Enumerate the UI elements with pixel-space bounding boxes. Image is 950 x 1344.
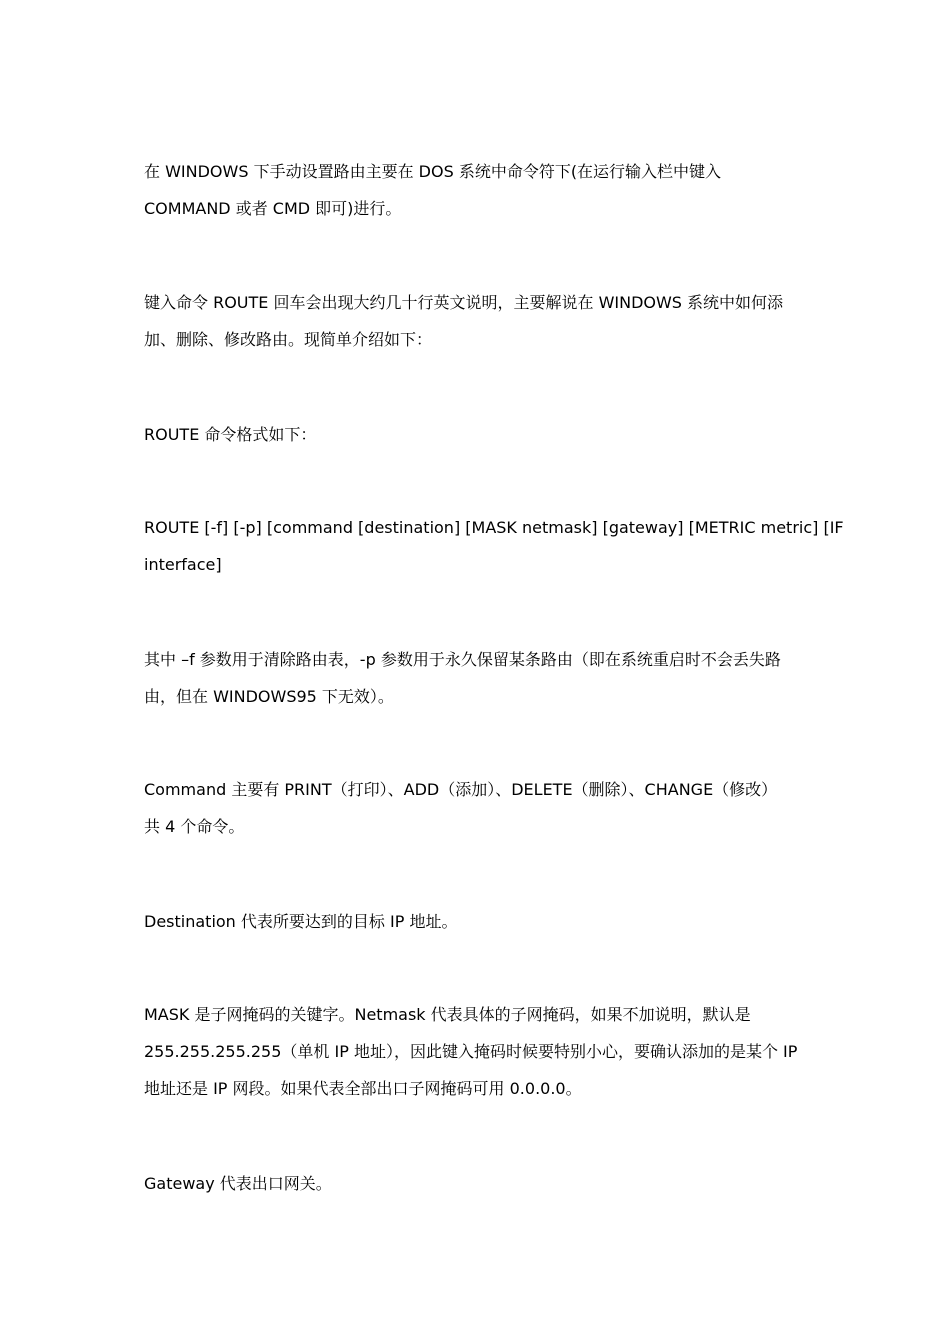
text-line: 其中 –f 参数用于清除路由表，-p 参数用于永久保留某条路由（即在系统重启时不会丢失路 bbox=[144, 650, 781, 669]
paragraph-gateway bbox=[144, 1165, 812, 1202]
text-line: ROUTE [-f] [-p] [command [destination] [MASK netmask] [gateway] [METRIC metric] [IF bbox=[144, 518, 844, 537]
text-line: 在 WINDOWS 下手动设置路由主要在 DOS 系统中命令符下(在运行输入栏中键入 bbox=[144, 162, 722, 181]
paragraph-destination bbox=[144, 903, 812, 940]
text-line: MASK 是子网掩码的关键字。Netmask 代表具体的子网掩码，如果不加说明，默认是 bbox=[144, 1005, 751, 1024]
text-line: 键入命令 ROUTE 回车会出现大约几十行英文说明，主要解说在 WINDOWS 系统中如何添 bbox=[144, 293, 784, 312]
text-line: Destination 代表所要达到的目标 IP 地址。 bbox=[144, 912, 458, 931]
text-line: 255.255.255.255（单机 IP 地址），因此键入掩码时候要特别小心，要确认添加的是某个 IP bbox=[144, 1042, 798, 1061]
text-line: 共 4 个命令。 bbox=[144, 817, 245, 836]
text-line: ROUTE 命令格式如下： bbox=[144, 425, 317, 444]
text-line: Gateway 代表出口网关。 bbox=[144, 1174, 332, 1193]
paragraph-format-heading bbox=[144, 416, 812, 453]
paragraph-syntax bbox=[144, 509, 844, 583]
paragraph-command bbox=[144, 771, 812, 845]
text-line: Command 主要有 PRINT（打印）、ADD（添加）、DELETE（删除）、CHANGE（修改） bbox=[144, 780, 778, 799]
text-line: 加、删除、修改路由。现简单介绍如下： bbox=[144, 330, 433, 349]
text-line: 由，但在 WINDOWS95 下无效）。 bbox=[144, 687, 394, 706]
paragraph-route-intro bbox=[144, 153, 812, 227]
paragraph-params bbox=[144, 641, 812, 715]
paragraph-route-command bbox=[144, 284, 812, 358]
text-line: interface] bbox=[144, 555, 222, 574]
paragraph-mask bbox=[144, 996, 812, 1107]
text-line: 地址还是 IP 网段。如果代表全部出口子网掩码可用 0.0.0.0。 bbox=[144, 1079, 582, 1098]
text-line: COMMAND 或者 CMD 即可)进行。 bbox=[144, 199, 402, 218]
